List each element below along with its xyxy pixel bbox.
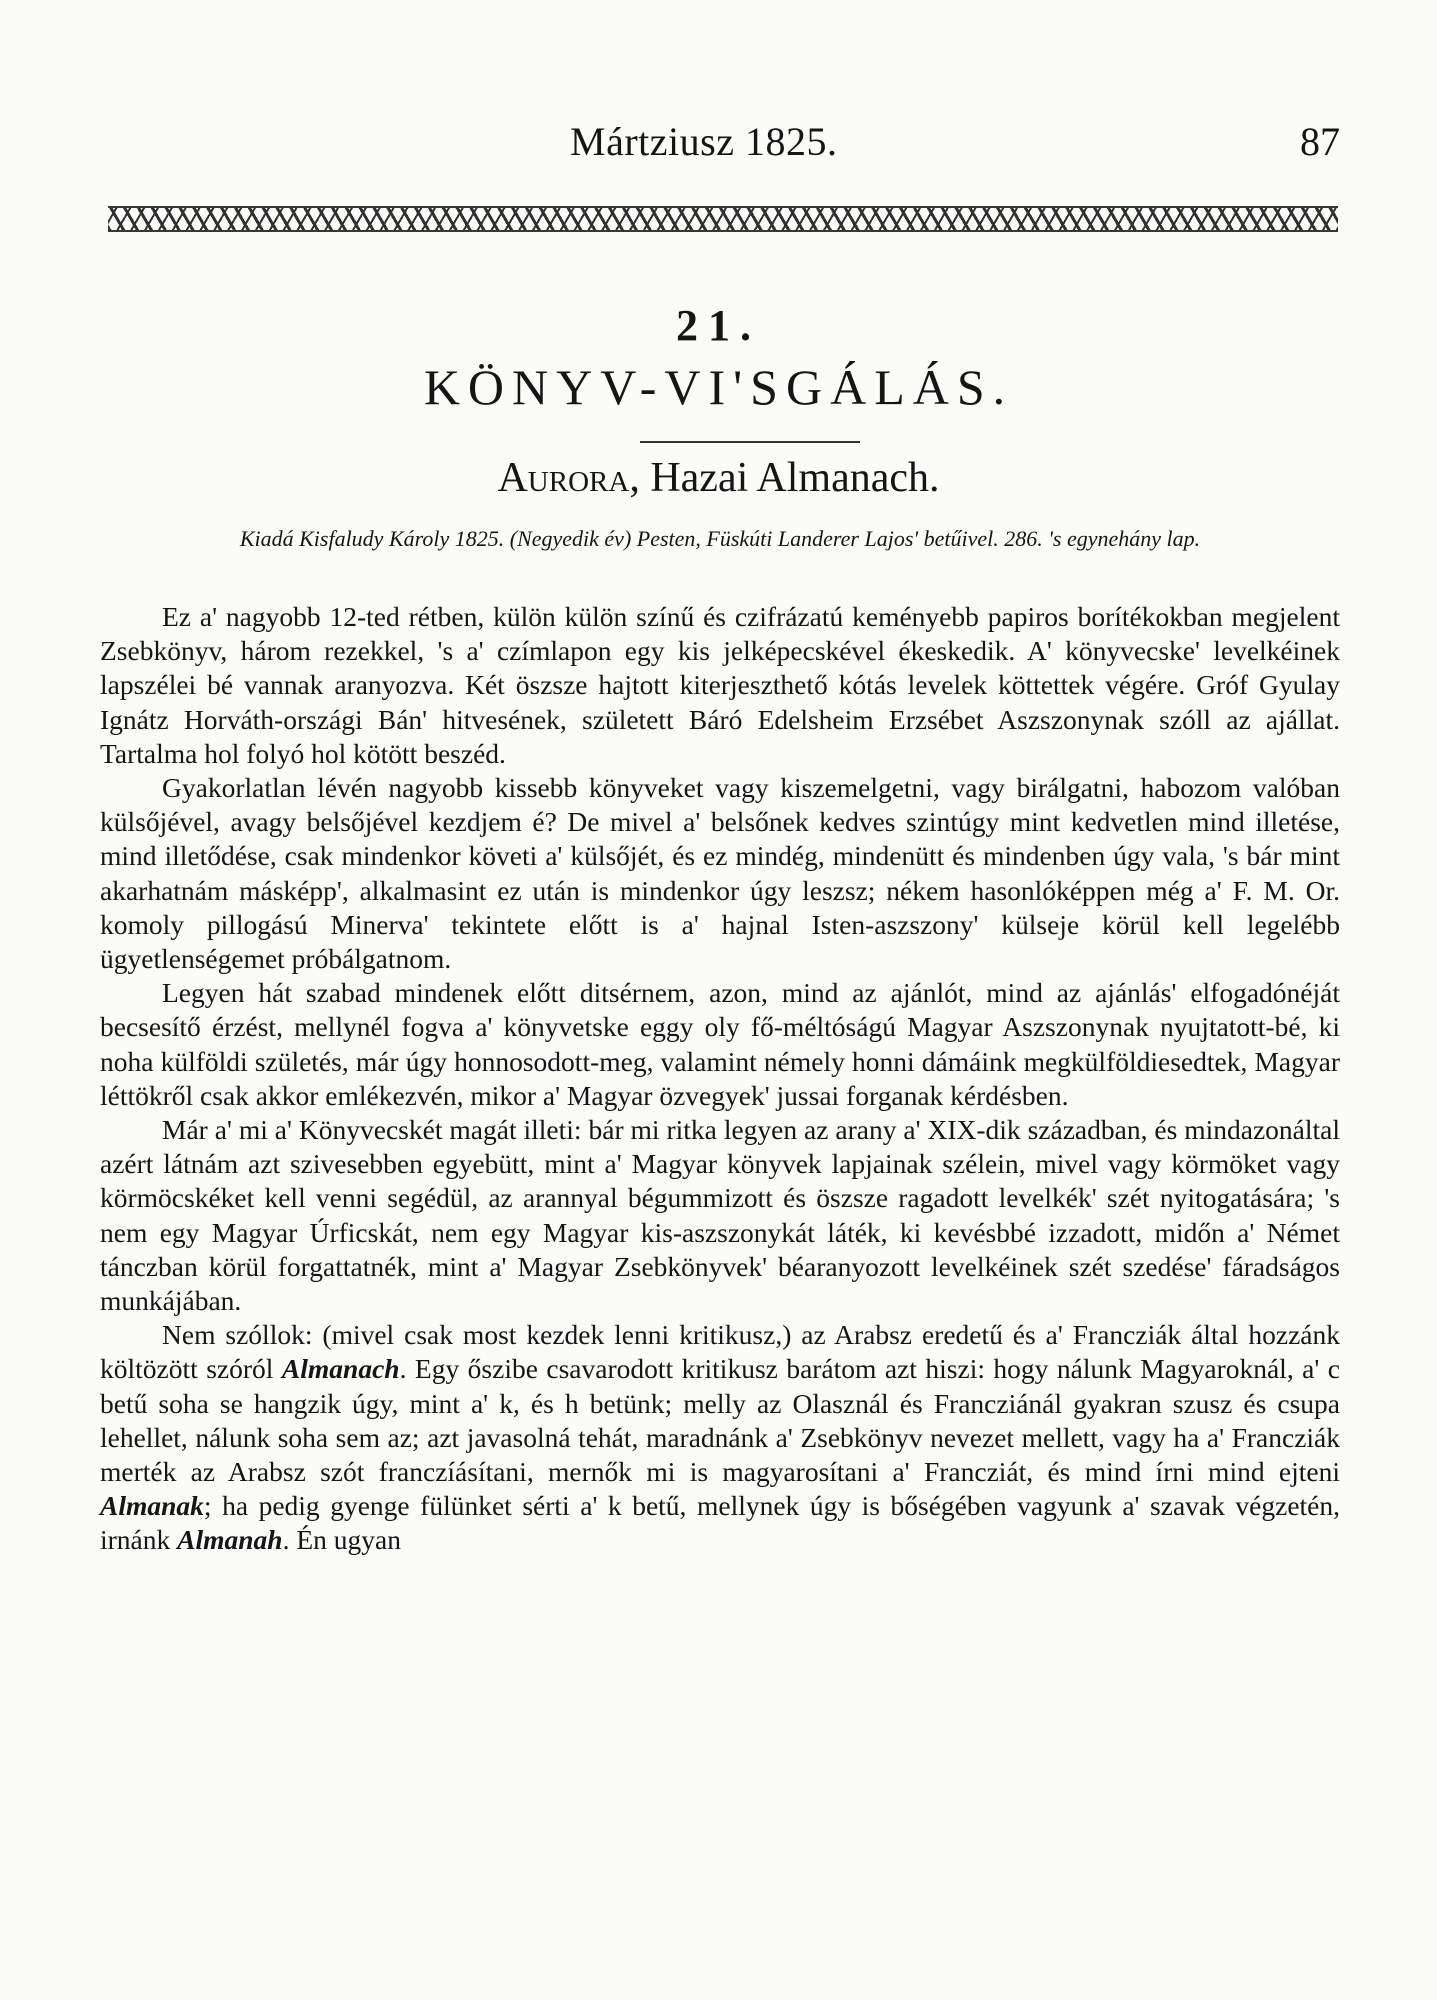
- italic-word: Almanak: [100, 1490, 204, 1522]
- running-header: [100, 118, 1340, 178]
- article-number: 21.: [676, 301, 761, 350]
- paragraph-text: . Én ugyan: [282, 1524, 401, 1556]
- paragraph: Legyen hát szabad mindenek előtt ditsérnem, azon, mind az ajánlót, mind az ajánlás' elfogadónéját becsesítő érzést, mellynél fogva a' könyvetske eggy oly fő-méltóságú Magyar Aszszonynak nyujtatott-bé, ki noha külföldi születés, már úgy honnosodott-meg, valamint némely honni dámáink megkülföldiesedtek, Magyar léttökről csak akkor emlékezvén, mikor a' Magyar özvegyek' jussai forganak kérdésben.: [100, 977, 1340, 1111]
- paragraph: Már a' mi a' Könyvecskét magát illeti: bár mi ritka legyen az arany a' XIX-dik században, és mindazonáltal azért látnám azt szivesebben egyebütt, mint a' Magyar könyvek lapjainak szélein, mivel vagy körmöket vagy körmöcskéket kell venni segédül, az arannyal bégummizott és öszsze ragadott levelkék' szét nyitogatására; 's nem egy Magyar Úrficskát, nem egy Magyar kis-aszszonykát láték, ki kevésbbé izzadott, midőn a' Német tánczban körül forgattatnék, mint a' Magyar Zsebkönyvek' béaranyozott levelkéinek szét szedése' fáradságos munkájában.: [100, 1114, 1340, 1317]
- italic-word: Almanach: [281, 1353, 400, 1385]
- paragraph: Gyakorlatlan lévén nagyobb kissebb könyveket vagy kiszemelgetni, vagy birálgatni, habozom valóban külsőjével, avagy belsőjével kezdjem é? De mivel a' belsőnek kedves szintúgy mint kedvetlen mind illetése, mind illetődése, csak mindenkor követi a' külsőjét, és ez mindég, mindenütt és mindenben úgy vala, 's bár mint akarhatnám másképp', alkalmasint ez után is mindenkor úgy leszsz; nékem hasonlóképpen még a' F. M. Or. komoly pillogású Minerva' tekintete előtt is a' hajnal Isten-aszszony' külseje körül kell legelébb ügyetlenségemet próbálgatnom.: [100, 772, 1340, 975]
- ornamental-rule: [108, 206, 1338, 232]
- article-body: [100, 600, 1340, 1558]
- book-title-rest: , Hazai Almanach.: [629, 455, 940, 501]
- paragraph-text: . Egy őszibe csavarodott kritikusz barátom azt hiszi: hogy nálunk Magyaroknál, a' c betű soha se hangzik úgy, mint a' k, és h betünk; melly az Olasznál és Francziánál gyakran szusz és csupa lehellet, nálunk soha sem az; azt javasolná tehát, maradnánk a' Zsebkönyv nevezet mellett, vagy ha a' Francziák merték az Arabsz szót franczíásítani, mernők mi is magyarosítani a' Francziát, és mind írni mind ejteni: [100, 1353, 1340, 1488]
- italic-word: Almanah: [177, 1524, 283, 1556]
- reviewed-book-title: [0, 454, 1437, 502]
- title-divider: [640, 441, 860, 443]
- paragraph: Ez a' nagyobb 12-ted rétben, külön külön színű és czifrázatú keményebb papiros borítékokban megjelent Zsebkönyv, három rezekkel, 's a' czímlapon egy kis jelképecskével ékeskedik. A' könyvecske' levelkéinek lapszélei bé vannak aranyozva. Két öszsze hajtott kiterjeszthető kótás levelek köttettek végére. Gróf Gyulay Ignátz Horváth-országi Bán' hitvesének, született Báró Edelsheim Erzsébet Aszszonynak szóll az ajállat. Tartalma hol folyó hol kötött beszéd.: [100, 601, 1340, 769]
- paragraph-last: [100, 1318, 1340, 1557]
- book-title-smallcaps: Aurora: [497, 455, 630, 501]
- running-title: Mártziusz 1825.: [570, 119, 838, 164]
- page-number: 87: [1300, 119, 1340, 164]
- paragraph-text: Nem szóllok: (mivel csak most kezdek lenni kritikusz,) az Arabsz eredetű és a' Francziák által hozzánk költözött szóról: [100, 1319, 1340, 1385]
- article-title: KÖNYV-VI'SGÁLÁS.: [423, 359, 1014, 415]
- imprint-line: Kiadá Kisfaludy Károly 1825. (Negyedik év) Pesten, Füskúti Landerer Lajos' betűivel. 286. 's egynehány lap.: [239, 526, 1201, 551]
- paragraph-text: ; ha pedig gyenge fülünket sérti a' k betű, mellynek úgy is bőségében vagyunk a' szavak végzetén, irnánk: [100, 1490, 1340, 1556]
